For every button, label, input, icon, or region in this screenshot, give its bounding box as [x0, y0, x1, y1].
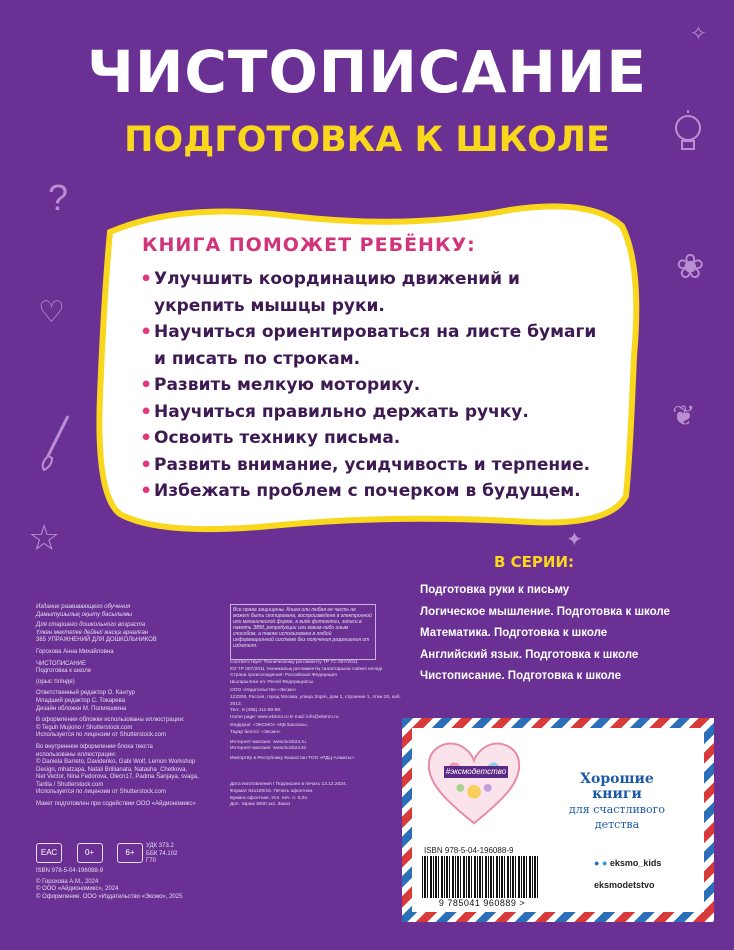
series-item: Подготовка руки к письму — [420, 584, 570, 596]
imprint-line: Во внутреннем оформлении блока текста — [36, 743, 153, 750]
imprint-line: Дизайн обложки М. Полияшкина — [36, 705, 127, 712]
bullet-icon: • — [140, 374, 153, 396]
imprint-isbn: ISBN 978-5-04-196088-9 — [36, 868, 104, 874]
imprint-line: Используется по лицензии от Shutterstock.com — [36, 789, 166, 796]
social-handle-kids: ● ● eksmo_kids — [594, 858, 662, 868]
age-mark-0: 0+ — [77, 843, 103, 863]
imprint-line: Макет подготовлен при содействии ООО «Айдиономикс» — [36, 801, 196, 808]
imprint-line: Используется по лицензии от Shutterstock.com — [36, 732, 166, 739]
series-item: Чистописание. Подготовка к школе — [420, 670, 621, 682]
series-item: Математика. Подготовка к школе — [420, 627, 608, 639]
benefits-heading: КНИГА ПОМОЖЕТ РЕБЁНКУ: — [142, 234, 476, 256]
series-item: Английский язык. Подготовка к школе — [420, 648, 639, 661]
imprint-line: Tartila / Shutterstock.com — [36, 781, 104, 788]
bullet-icon: • — [140, 480, 153, 502]
bullet-icon: • — [140, 268, 153, 290]
age-mark-6: 6+ — [117, 843, 143, 863]
imprint-line: Үлкен мектепке дейінгі жасқа арналған — [36, 629, 149, 636]
bullet-icon: • — [140, 453, 153, 476]
imprint-line: © Teguh Mujiono / Shutterstock.com — [36, 724, 133, 731]
rights-notice: Все права защищены. Книга или любая ее часть не может быть скопирована, воспроизведена в электронной или механической форме, в виде фотокопии, записи в память ЭВМ, репродукции или каким-либо иным способом, а также использована в любой информационной системе без получения разрешения от издателя. — [230, 604, 376, 660]
imprint-line: Net Vector, Nina Fedorova, Olecn17, Padma Sanjaya, svaga, — [36, 774, 199, 781]
imprint-line: использованы иллюстрации: — [36, 751, 117, 758]
imprint-line: Горохова Анна Михайловна — [36, 648, 114, 655]
list-item: • Развить внимание, усидчивость и терпение. — [140, 452, 610, 479]
heart-icon — [425, 738, 523, 828]
list-item: • Развить мелкую моторику. — [140, 372, 610, 399]
benefits-list — [140, 266, 610, 505]
imprint-isbn-block: ISBN 978-5-04-196088-9 © Горохова А.М., 2024 © ООО «Айдиономикс», 2024 © Оформление. ООО «Издательство «Эксмо», 2025 — [36, 868, 236, 901]
list-item: • Освоить технику письма. — [140, 425, 610, 452]
hashtag-label: #эксмодетство — [445, 767, 507, 776]
imprint-line: Для старшего дошкольного возраста — [36, 622, 146, 629]
list-item: • Научиться правильно держать ручку. — [140, 399, 610, 426]
question-icon: ? — [48, 177, 69, 218]
sparkle-icon: ✦ — [566, 529, 583, 551]
star-small-icon: ✧ — [690, 23, 707, 45]
imprint-line: Подготовка к школе — [36, 668, 92, 675]
list-item: • Научиться ориентироваться на листе бумаги и писать по строкам. — [140, 321, 597, 369]
classification-codes: УДК 373.2 ББК 74.102 Г70 — [146, 843, 178, 865]
imprint-line: Дамытушылық оқыту басылымы — [36, 611, 133, 618]
flower-icon: ❀ — [676, 248, 705, 286]
slogan: Хорошие книги для счастливого детства — [569, 771, 665, 831]
heart-doodle-icon: ♡ — [38, 296, 65, 329]
page-subtitle: ПОДГОТОВКА К ШКОЛЕ — [124, 120, 610, 160]
telegram-icon: ● — [601, 858, 608, 868]
imprint-line: Младший редактор С. Токарева — [36, 697, 126, 704]
barcode — [422, 856, 540, 898]
bullet-icon: • — [140, 427, 153, 449]
imprint-line: Издание развивающего обучения — [36, 604, 131, 610]
page-title: ЧИСТОПИСАНИЕ — [86, 38, 648, 106]
imprint-line: В оформлении обложки использованы иллюстрации: — [36, 717, 185, 724]
lightbulb-icon — [668, 110, 708, 165]
imprint-line: © Daniela Barreto, Davidenko, Gabi Wolf, Lemon Workshop — [36, 759, 196, 766]
imprint-line: ЧИСТОПИСАНИЕ — [36, 660, 86, 667]
bullet-icon: • — [140, 400, 153, 423]
series-list — [420, 580, 670, 688]
list-item: • Избежать проблем с почерком в будущем. — [140, 478, 610, 505]
list-item: • Улучшить координацию движений и укрепить мышцы руки. — [140, 268, 520, 316]
eac-mark: ЕАС — [36, 843, 62, 863]
series-item: Логическое мышление. Подготовка к школе — [420, 605, 670, 618]
star-icon: ☆ — [28, 517, 61, 558]
barcode-number: 9 785041 960889 > — [420, 898, 544, 908]
barcode-isbn: ISBN 978-5-04-196088-9 — [424, 846, 514, 855]
age-marks — [36, 843, 155, 863]
imprint-line: 365 УПРАЖНЕНИЙ ДЛЯ ДОШКОЛЬНИКОВ — [36, 637, 157, 644]
imprint-line: Design, mhatzapa, Natali Brillianata, Natasha_Chetkova, — [36, 766, 188, 773]
imprint-line: (орыс тілінде) — [36, 678, 75, 685]
bullet-icon: • — [140, 321, 153, 343]
leaf-icon: ❦ — [672, 400, 696, 431]
imprint-line: Ответственный редактор О. Кантур — [36, 690, 135, 697]
series-heading: В СЕРИИ: — [494, 553, 575, 571]
brush-icon — [38, 412, 74, 477]
legal-column: Соответствует Техническому регламенту ТР ТС 007/2011 КО ТР 007/2011 техникалық регламентің талаптарына сәйкес келеді Страна происхождения: Российская Федерация Шығарылған ел: Ресей Федерациясы ООО «Издательство «Эксмо» 123308, Россия, город Москва, улица Зорге, дом 1, строение 1, этаж 20, каб. 2013. Тел.: 8 (495) 411-68-86. Home page: www.eksmo.ru E-mail: info@eksmo.ru Өндіруші: «ЭКСМО» АҚБ Баспасы, Тауар белгісі: «Эксмо» Интернет-магазин: www.book24.ru Интернет-магазин: www.book24.kz Импортёр в Республику Казахстан ТОО «РДЦ-Алматы». Дата изготовления / Подписано в печать 13.12.2024. Формат 84x100/16. Печать офсетная. Бумага офсетная. Усл. печ. л. 5,04. Доп. тираж 3000 экз. Заказ — [230, 660, 401, 808]
vk-icon: ● — [594, 858, 600, 868]
social-handle-detstvo: eksmodetstvo — [594, 880, 655, 890]
imprint-block — [36, 604, 226, 809]
